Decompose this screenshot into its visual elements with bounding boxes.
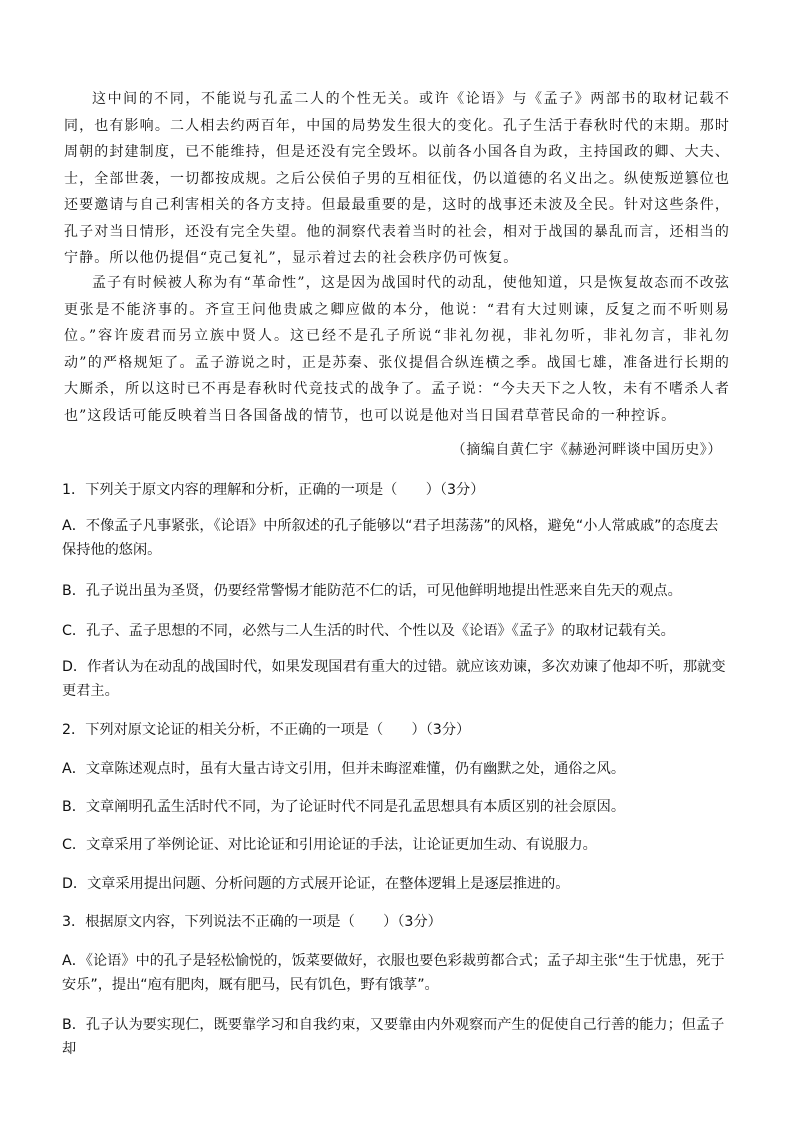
- question-1-option-a: A．不像孟子凡事紧张，《论语》中所叙述的孔子能够以“君子坦荡荡”的风格，避免“小人常戚戚”的态度去保持他的悠闲。: [62, 518, 719, 558]
- question-2-option-d: D．文章采用提出问题、分析问题的方式展开论证，在整体逻辑上是逐层推进的。: [62, 876, 570, 892]
- question-2-option-c: C．文章采用了举例论证、对比论证和引用论证的手法，让论证更加生动、有说服力。: [62, 837, 597, 853]
- question-3-option-a: A．《论语》中的孔子是轻松愉悦的，饭菜要做好，衣服也要色彩裁剪都合式；孟子却主张“生于忧患，死于安乐”，提出“庖有肥肉，厩有肥马，民有饥色，野有饿莩”。: [62, 953, 725, 993]
- question-2-stem: 2．下列对原文论证的相关分析，不正确的一项是（ ）（3分）: [62, 722, 471, 738]
- question-1-stem: 1．下列关于原文内容的理解和分析，正确的一项是（ ）（3分）: [62, 482, 485, 498]
- passage-paragraph-1: 这中间的不同，不能说与孔孟二人的个性无关。或许《论语》与《孟子》两部书的取材记载不同，也有影响。二人相去约两百年，中国的局势发生很大的变化。孔子生活于春秋时代的末期。那时周朝的封建制度，已不能维持，但是还没有完全毁坏。以前各小国各自为政，主持国政的卿、大夫、士，全部世袭，一切都按成规。之后公侯伯子男的互相征伐，仍以道德的名义出之。纵使叛逆篡位也还要邀请与自己利害相关的各方支持。但最最重要的是，这时的战事还未波及全民。针对这些条件，孔子对当日情形，还没有完全失望。他的洞察代表着当时的社会，相对于战国的暴乱而言，还相当的宁静。所以他仍提倡“克己复礼”，显示着过去的社会秩序仍可恢复。: [64, 91, 730, 266]
- question-2-option-b: B．文章阐明孔孟生活时代不同，为了论证时代不同是孔孟思想具有本质区别的社会原因。: [62, 799, 626, 815]
- passage-paragraph-2: 孟子有时候被人称为有“革命性”，这是因为战国时代的动乱，使他知道，只是恢复故态而不改弦更张是不能济事的。齐宣王问他贵戚之卿应做的本分，他说：“君有大过则谏，反复之而不听则易位。”容许废君而另立族中贤人。这已经不是孔子所说“非礼勿视，非礼勿听，非礼勿言，非礼勿动”的严格规矩了。孟子游说之时，正是苏秦、张仪提倡合纵连横之季。战国七雄，准备进行长期的大厮杀，所以这时已不再是春秋时代竞技式的战争了。孟子说：“今夫天下之人牧，未有不嗜杀人者也”这段话可能反映着当日各国备战的情节，也可以说是他对当日国君草菅民命的一种控诉。: [64, 275, 730, 424]
- question-1-option-c: C．孔子、孟子思想的不同，必然与二人生活的时代、个性以及《论语》《孟子》的取材记载有关。: [62, 623, 675, 639]
- question-3-stem: 3．根据原文内容，下列说法不正确的一项是（ ）（3分）: [62, 914, 442, 930]
- question-1-option-b: B．孔子说出虽为圣贤，仍要经常警惕才能防范不仁的话，可见他鲜明地提出性恶来自先天的观点。: [62, 583, 682, 599]
- question-1-option-d: D．作者认为在动乱的战国时代，如果发现国君有重大的过错。就应该劝谏，多次劝谏了他却不听，那就变更君主。: [62, 659, 726, 699]
- passage-source: （摘编自黄仁宇《赫逊河畔谈中国历史》）: [451, 442, 722, 458]
- question-2-option-a: A．文章陈述观点时，虽有大量古诗文引用，但并未晦涩难懂，仍有幽默之处，通俗之风。: [62, 761, 626, 777]
- question-3-option-b: B．孔子认为要实现仁，既要靠学习和自我约束，又要靠由内外观察而产生的促使自己行善的能力；但孟子却: [62, 1017, 725, 1057]
